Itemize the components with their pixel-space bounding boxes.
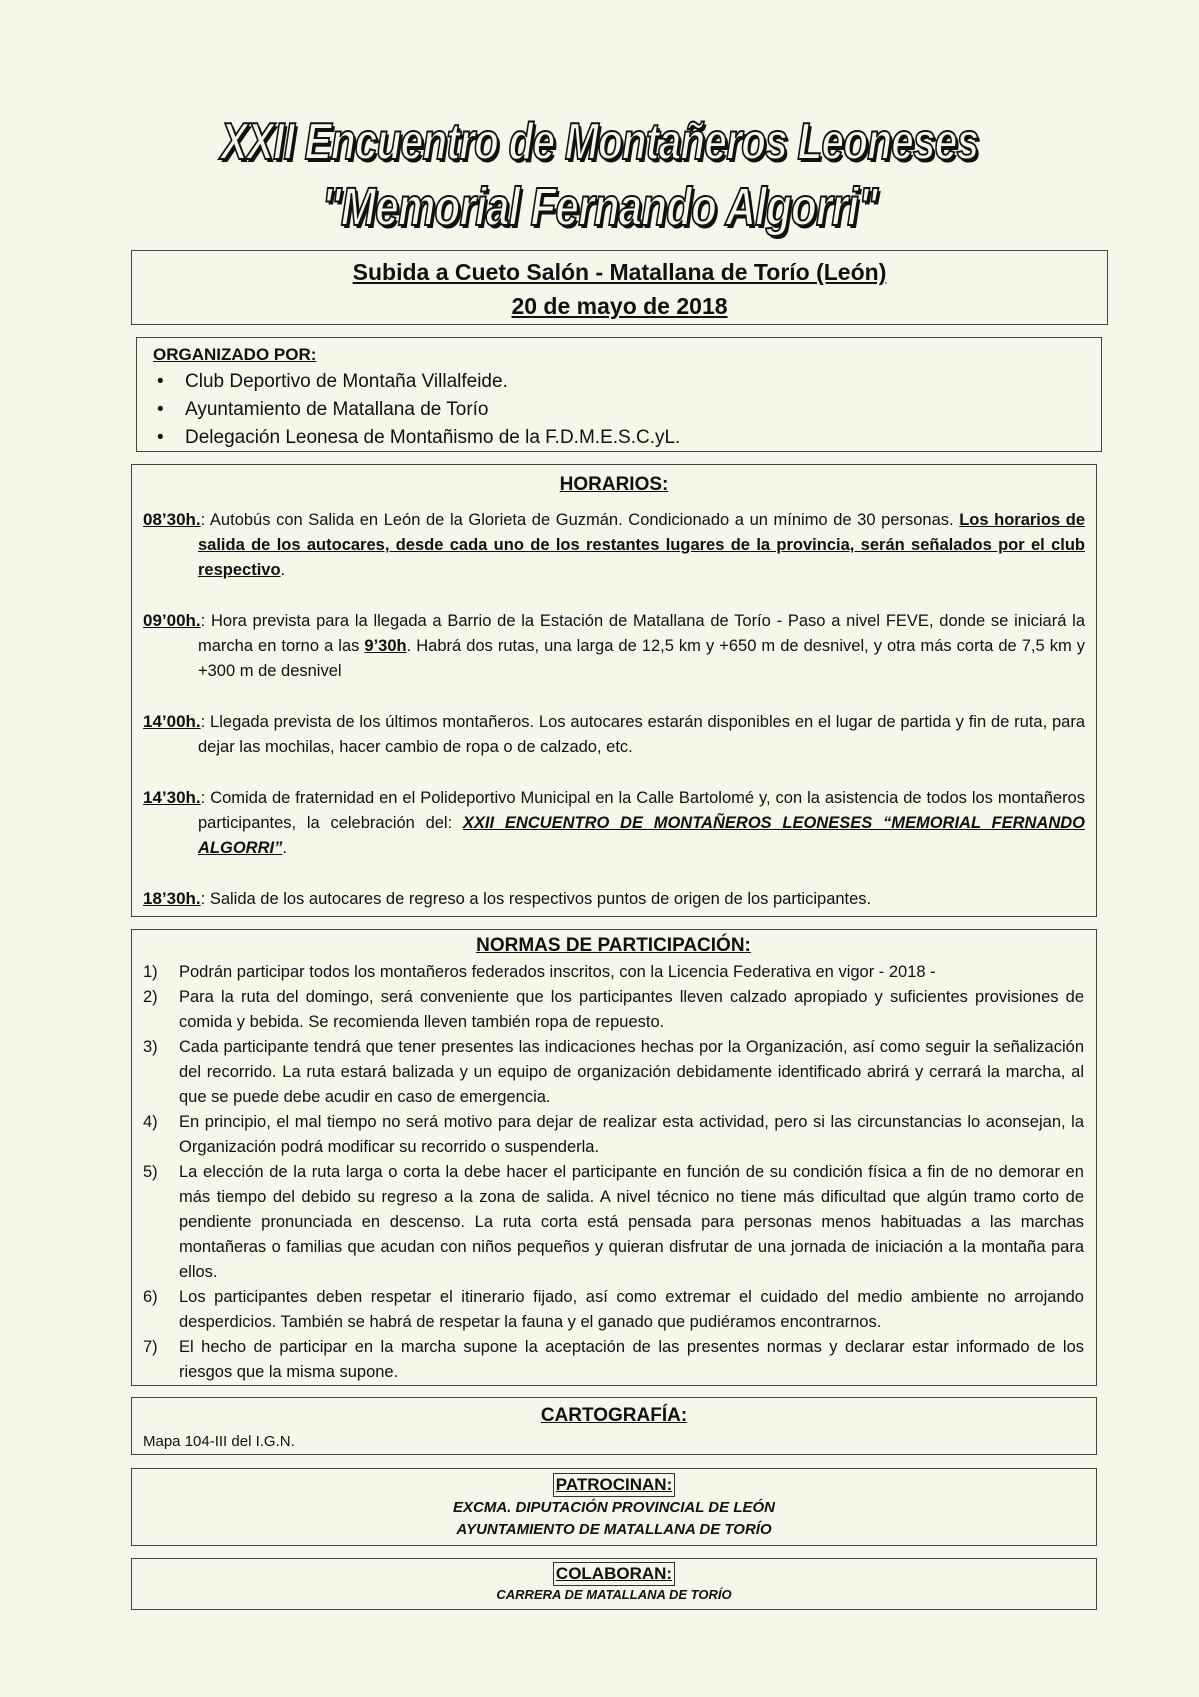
list-item: 7) El hecho de participar en la marcha supone la aceptación de las presentes normas y declarar estar informado de los riesgos que la misma supone. — [143, 1338, 1084, 1381]
list-item: • Ayuntamiento de Matallana de Torío — [153, 396, 1101, 424]
cartography-box — [131, 1397, 1097, 1455]
bullet-icon: • — [157, 399, 164, 420]
list-item: 5) La elección de la ruta larga o corta la debe hacer el participante en función de su condición física a fin de no demorar en más tiempo del debido su regreso a la zona de salida. A nivel técnico no tiene más dificultad que algún tramo corto de pendiente pronunciada en descenso. La ruta corta está pensada para personas menos habituadas a las marchas montañeras o familias que acudan con niños pequeños y quieran disfrutar de una jornada de iniciación a la montaña para ellos. — [143, 1163, 1084, 1281]
sponsors-heading: PATROCINAN: — [553, 1473, 675, 1497]
cartography-text: Mapa 104-III del I.G.N. — [143, 1433, 295, 1450]
route-box — [131, 250, 1108, 325]
schedule-box — [131, 464, 1097, 917]
schedule-entry: 18’30h.: Salida de los autocares de regreso a los respectivos puntos de origen de los participantes. — [143, 889, 872, 908]
bullet-icon: • — [157, 427, 164, 448]
bullet-icon: • — [157, 371, 164, 392]
schedule-entry: 09’00h.: Hora prevista para la llegada a Barrio de la Estación de Matallana de Torío - Paso a nivel FEVE, donde se iniciará la marcha en torno a las 9’30h. Habrá dos rutas, una larga de 12,5 km y +650 m de desnivel, y otra más corta de 7,5 km y +300 m de desnivel — [143, 611, 1085, 680]
collaborators-box — [131, 1558, 1097, 1610]
list-item: 1) Podrán participar todos los montañeros federados inscritos, con la Licencia Federativa en vigor - 2018 - — [143, 963, 936, 981]
schedule-time: 14’30h. — [143, 788, 201, 807]
organizers-list — [153, 368, 1101, 452]
sponsor-name: EXCMA. DIPUTACIÓN PROVINCIAL DE LEÓN — [453, 1499, 775, 1516]
list-item: 6) Los participantes deben respetar el itinerario fijado, así como extremar el cuidado del medio ambiente no arrojando desperdicios. También se habrá de respetar la fauna y el ganado que pudiéramos encontrarnos. — [143, 1288, 1084, 1331]
rules-list — [143, 960, 1084, 1385]
cartography-heading: CARTOGRAFÍA: — [540, 1405, 688, 1426]
list-item: • Club Deportivo de Montaña Villalfeide. — [153, 368, 1101, 396]
sponsors-box — [131, 1468, 1097, 1546]
schedule-entry: 08’30h.: Autobús con Salida en León de la Glorieta de Guzmán. Condicionado a un mínimo de 30 personas. Los horarios de salida de los autocares, desde cada uno de los restantes lugares de la provincia, serán señalados por el club respectivo. — [143, 510, 1085, 579]
list-item: 4) En principio, el mal tiempo no será motivo para dejar de realizar esta actividad, pero si las circunstancias lo aconsejan, la Organización podrá modificar su recorrido o suspenderla. — [143, 1113, 1084, 1156]
collaborators-heading: COLABORAN: — [553, 1562, 675, 1586]
schedule-heading: HORARIOS: — [559, 474, 669, 495]
schedule-entry: 14’30h.: Comida de fraternidad en el Polideportivo Municipal en la Calle Bartolomé y, con la asistencia de todos los montañeros participantes, la celebración del: XXII ENCUENTRO DE MONTAÑEROS LEONESES “MEMORIAL FERNANDO ALGORRI”. — [143, 788, 1085, 857]
schedule-time: 09’00h. — [143, 611, 201, 630]
rules-box — [131, 929, 1097, 1386]
collaborator-name: CARRERA DE MATALLANA DE TORÍO — [496, 1587, 732, 1602]
list-item: 2) Para la ruta del domingo, será conveniente que los participantes lleven calzado apropiado y suficientes provisiones de comida y bebida. Se recomienda lleven también ropa de repuesto. — [143, 988, 1084, 1031]
sponsor-name: AYUNTAMIENTO DE MATALLANA DE TORÍO — [456, 1521, 772, 1538]
list-item: 3) Cada participante tendrá que tener presentes las indicaciones hechas por la Organización, así como seguir la señalización del recorrido. La ruta estará balizada y un equipo de organización debidamente identificado abrirá y cerrará la marcha, al que se puede debe acudir en caso de emergencia. — [143, 1038, 1084, 1106]
organizers-heading: ORGANIZADO POR: — [153, 345, 317, 364]
schedule-time: 14’00h. — [143, 712, 201, 731]
event-date: 20 de mayo de 2018 — [511, 293, 728, 319]
event-subtitle: "Memorial Fernando Algorri" — [321, 177, 878, 237]
event-title: XXII Encuentro de Montañeros Leoneses — [220, 113, 979, 171]
schedule-entry: 14’00h.: Llegada prevista de los últimos montañeros. Los autocares estarán disponibles en el lugar de partida y fin de ruta, para dejar las mochilas, hacer cambio de ropa o de calzado, etc. — [143, 712, 1085, 756]
schedule-time: 08’30h. — [143, 510, 201, 529]
list-item: • Delegación Leonesa de Montañismo de la F.D.M.E.S.C.yL. — [153, 424, 1101, 452]
rules-heading: NORMAS DE PARTICIPACIÓN: — [476, 935, 751, 956]
schedule-time: 18’30h. — [143, 889, 201, 908]
route-name: Subida a Cueto Salón - Matallana de Torío (León) — [352, 259, 887, 285]
organizers-box — [136, 337, 1102, 452]
